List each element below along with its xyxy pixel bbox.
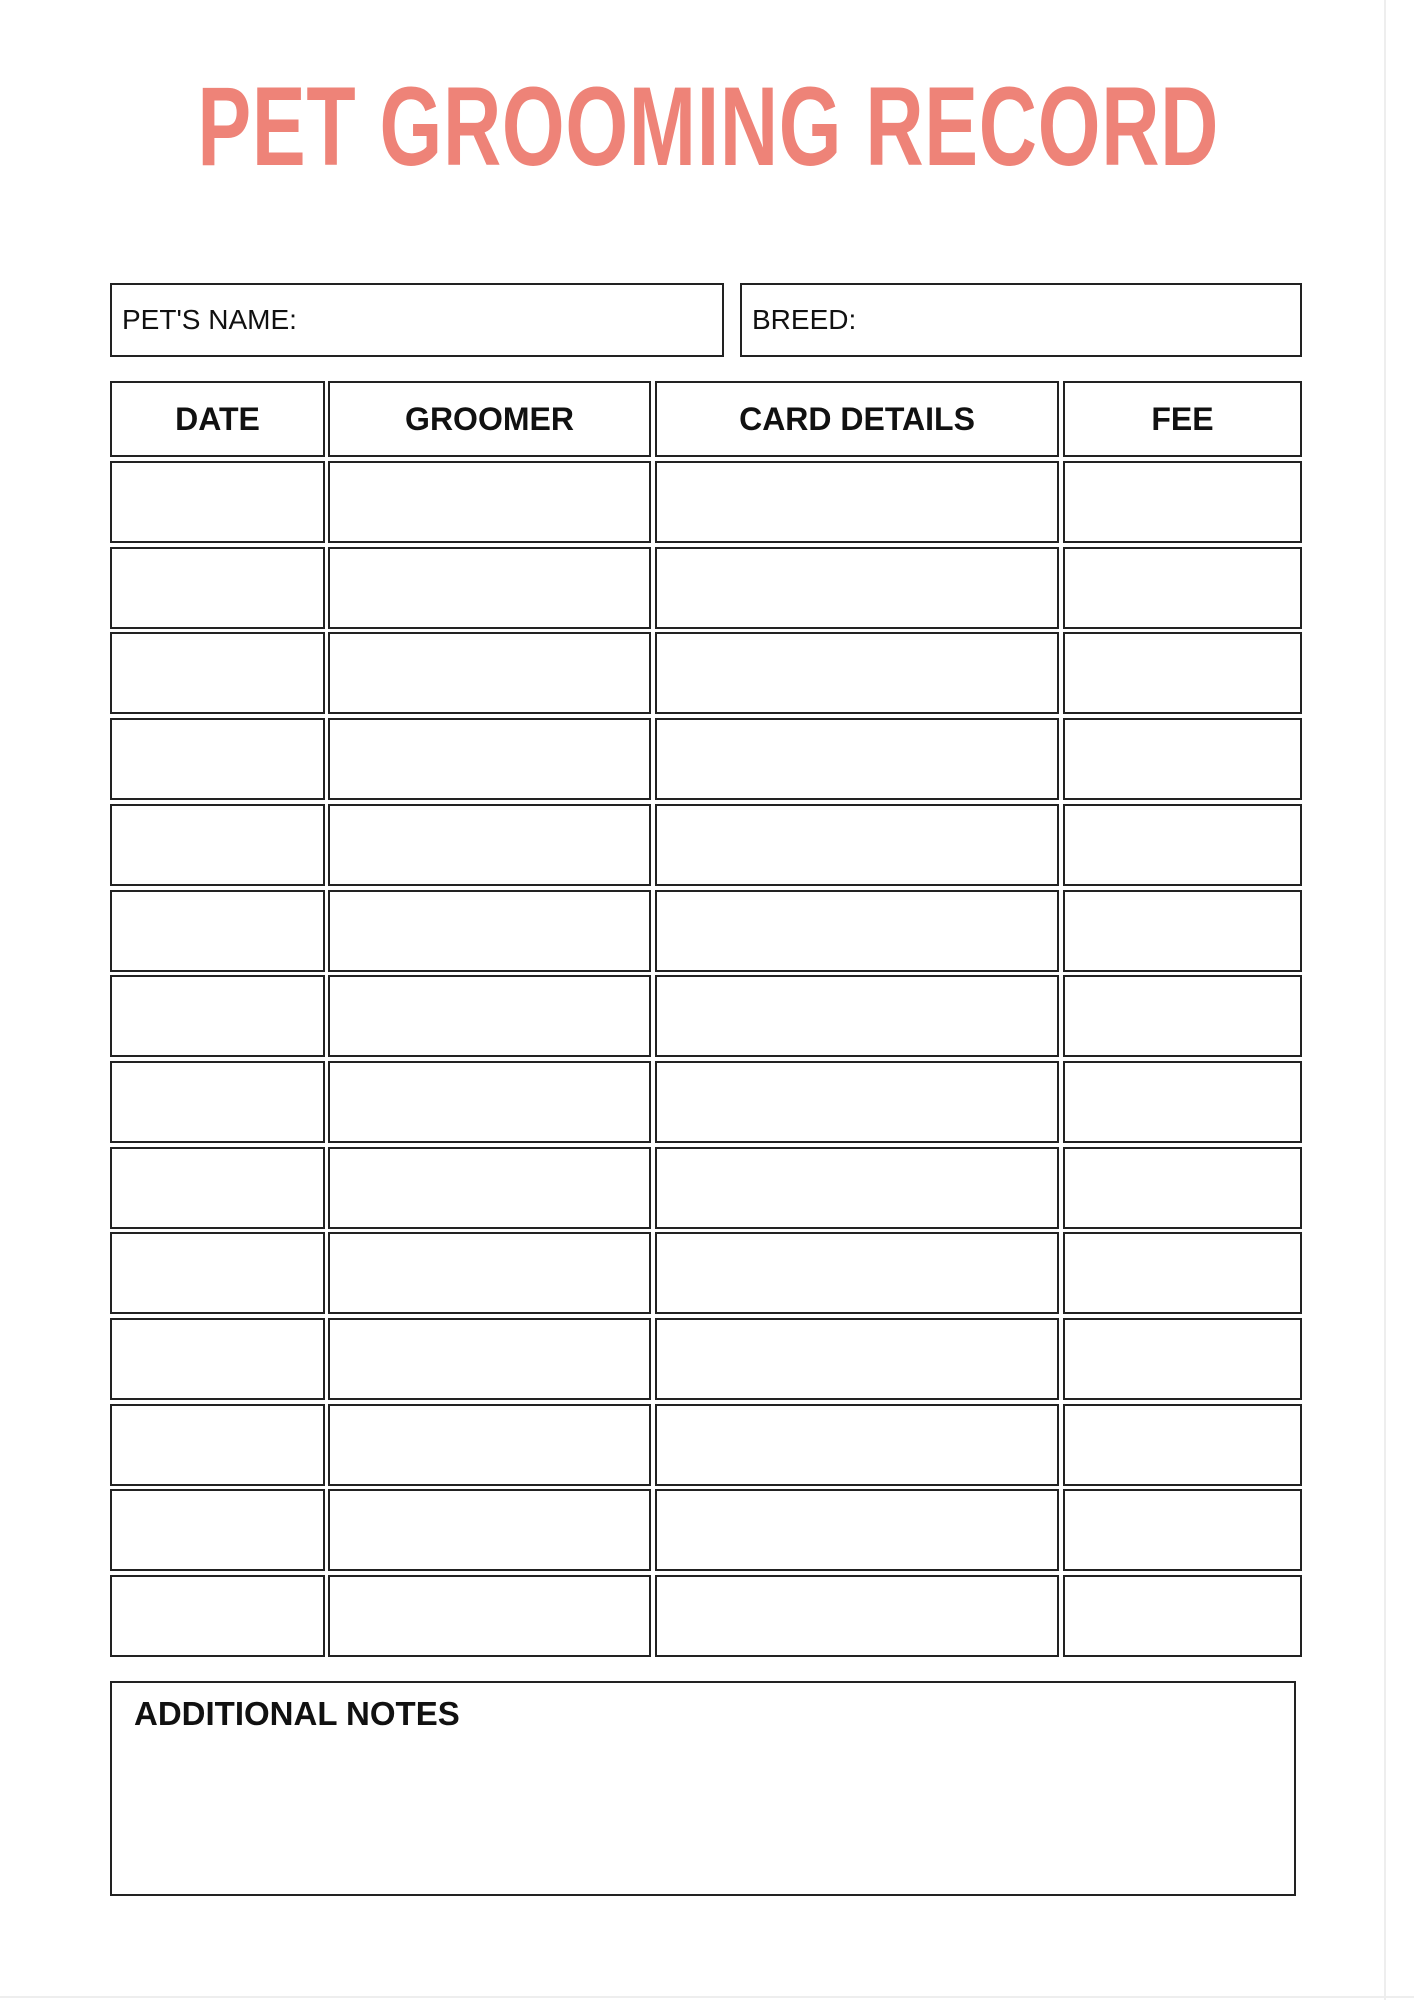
- table-cell-card-details[interactable]: [655, 1575, 1059, 1657]
- table-cell-date[interactable]: [110, 461, 325, 543]
- table-cell-card-details[interactable]: [655, 1404, 1059, 1486]
- table-cell-date[interactable]: [110, 890, 325, 972]
- table-cell-date[interactable]: [110, 804, 325, 886]
- table-cell-fee[interactable]: [1063, 1404, 1302, 1486]
- page-title: PET GROOMING RECORD: [197, 64, 1220, 189]
- table-cell-fee[interactable]: [1063, 975, 1302, 1057]
- table-cell-fee[interactable]: [1063, 804, 1302, 886]
- table-cell-fee[interactable]: [1063, 718, 1302, 800]
- column-header-groomer: GROOMER: [328, 381, 651, 457]
- breed-label: BREED:: [752, 304, 857, 335]
- additional-notes-field[interactable]: [110, 1681, 1296, 1896]
- pet-name-field[interactable]: [110, 283, 724, 357]
- table-cell-fee[interactable]: [1063, 890, 1302, 972]
- table-cell-fee[interactable]: [1063, 547, 1302, 629]
- table-cell-date[interactable]: [110, 1232, 325, 1314]
- table-cell-groomer[interactable]: [328, 1489, 651, 1571]
- table-cell-fee[interactable]: [1063, 461, 1302, 543]
- table-cell-fee[interactable]: [1063, 632, 1302, 714]
- table-cell-fee[interactable]: [1063, 1489, 1302, 1571]
- page-edge-divider: [1384, 0, 1386, 2000]
- column-header-card-details: CARD DETAILS: [655, 381, 1059, 457]
- column-header-fee: FEE: [1063, 381, 1302, 457]
- table-cell-card-details[interactable]: [655, 547, 1059, 629]
- table-cell-card-details[interactable]: [655, 718, 1059, 800]
- table-cell-groomer[interactable]: [328, 1404, 651, 1486]
- table-cell-fee[interactable]: [1063, 1061, 1302, 1143]
- table-cell-card-details[interactable]: [655, 1318, 1059, 1400]
- table-cell-groomer[interactable]: [328, 1318, 651, 1400]
- table-cell-card-details[interactable]: [655, 1489, 1059, 1571]
- table-cell-date[interactable]: [110, 975, 325, 1057]
- table-cell-date[interactable]: [110, 718, 325, 800]
- table-cell-card-details[interactable]: [655, 461, 1059, 543]
- table-cell-date[interactable]: [110, 1318, 325, 1400]
- table-cell-groomer[interactable]: [328, 1232, 651, 1314]
- table-cell-groomer[interactable]: [328, 975, 651, 1057]
- table-cell-card-details[interactable]: [655, 890, 1059, 972]
- pet-name-label: PET'S NAME:: [122, 304, 297, 335]
- table-cell-fee[interactable]: [1063, 1147, 1302, 1229]
- table-cell-date[interactable]: [110, 1061, 325, 1143]
- column-header-date: DATE: [110, 381, 325, 457]
- table-cell-fee[interactable]: [1063, 1575, 1302, 1657]
- table-cell-card-details[interactable]: [655, 1147, 1059, 1229]
- table-cell-date[interactable]: [110, 632, 325, 714]
- table-cell-date[interactable]: [110, 1147, 325, 1229]
- table-cell-groomer[interactable]: [328, 547, 651, 629]
- table-cell-card-details[interactable]: [655, 1061, 1059, 1143]
- breed-field[interactable]: [740, 283, 1302, 357]
- page-bottom-divider: [0, 1996, 1414, 1998]
- table-cell-card-details[interactable]: [655, 1232, 1059, 1314]
- table-cell-fee[interactable]: [1063, 1318, 1302, 1400]
- table-cell-date[interactable]: [110, 1489, 325, 1571]
- table-cell-groomer[interactable]: [328, 890, 651, 972]
- table-cell-card-details[interactable]: [655, 632, 1059, 714]
- additional-notes-label: ADDITIONAL NOTES: [134, 1695, 460, 1732]
- table-cell-groomer[interactable]: [328, 1061, 651, 1143]
- table-cell-card-details[interactable]: [655, 804, 1059, 886]
- table-cell-fee[interactable]: [1063, 1232, 1302, 1314]
- table-cell-date[interactable]: [110, 1575, 325, 1657]
- table-cell-groomer[interactable]: [328, 632, 651, 714]
- table-cell-card-details[interactable]: [655, 975, 1059, 1057]
- table-cell-date[interactable]: [110, 1404, 325, 1486]
- table-cell-groomer[interactable]: [328, 1147, 651, 1229]
- table-cell-groomer[interactable]: [328, 804, 651, 886]
- table-cell-date[interactable]: [110, 547, 325, 629]
- table-cell-groomer[interactable]: [328, 718, 651, 800]
- table-cell-groomer[interactable]: [328, 461, 651, 543]
- table-cell-groomer[interactable]: [328, 1575, 651, 1657]
